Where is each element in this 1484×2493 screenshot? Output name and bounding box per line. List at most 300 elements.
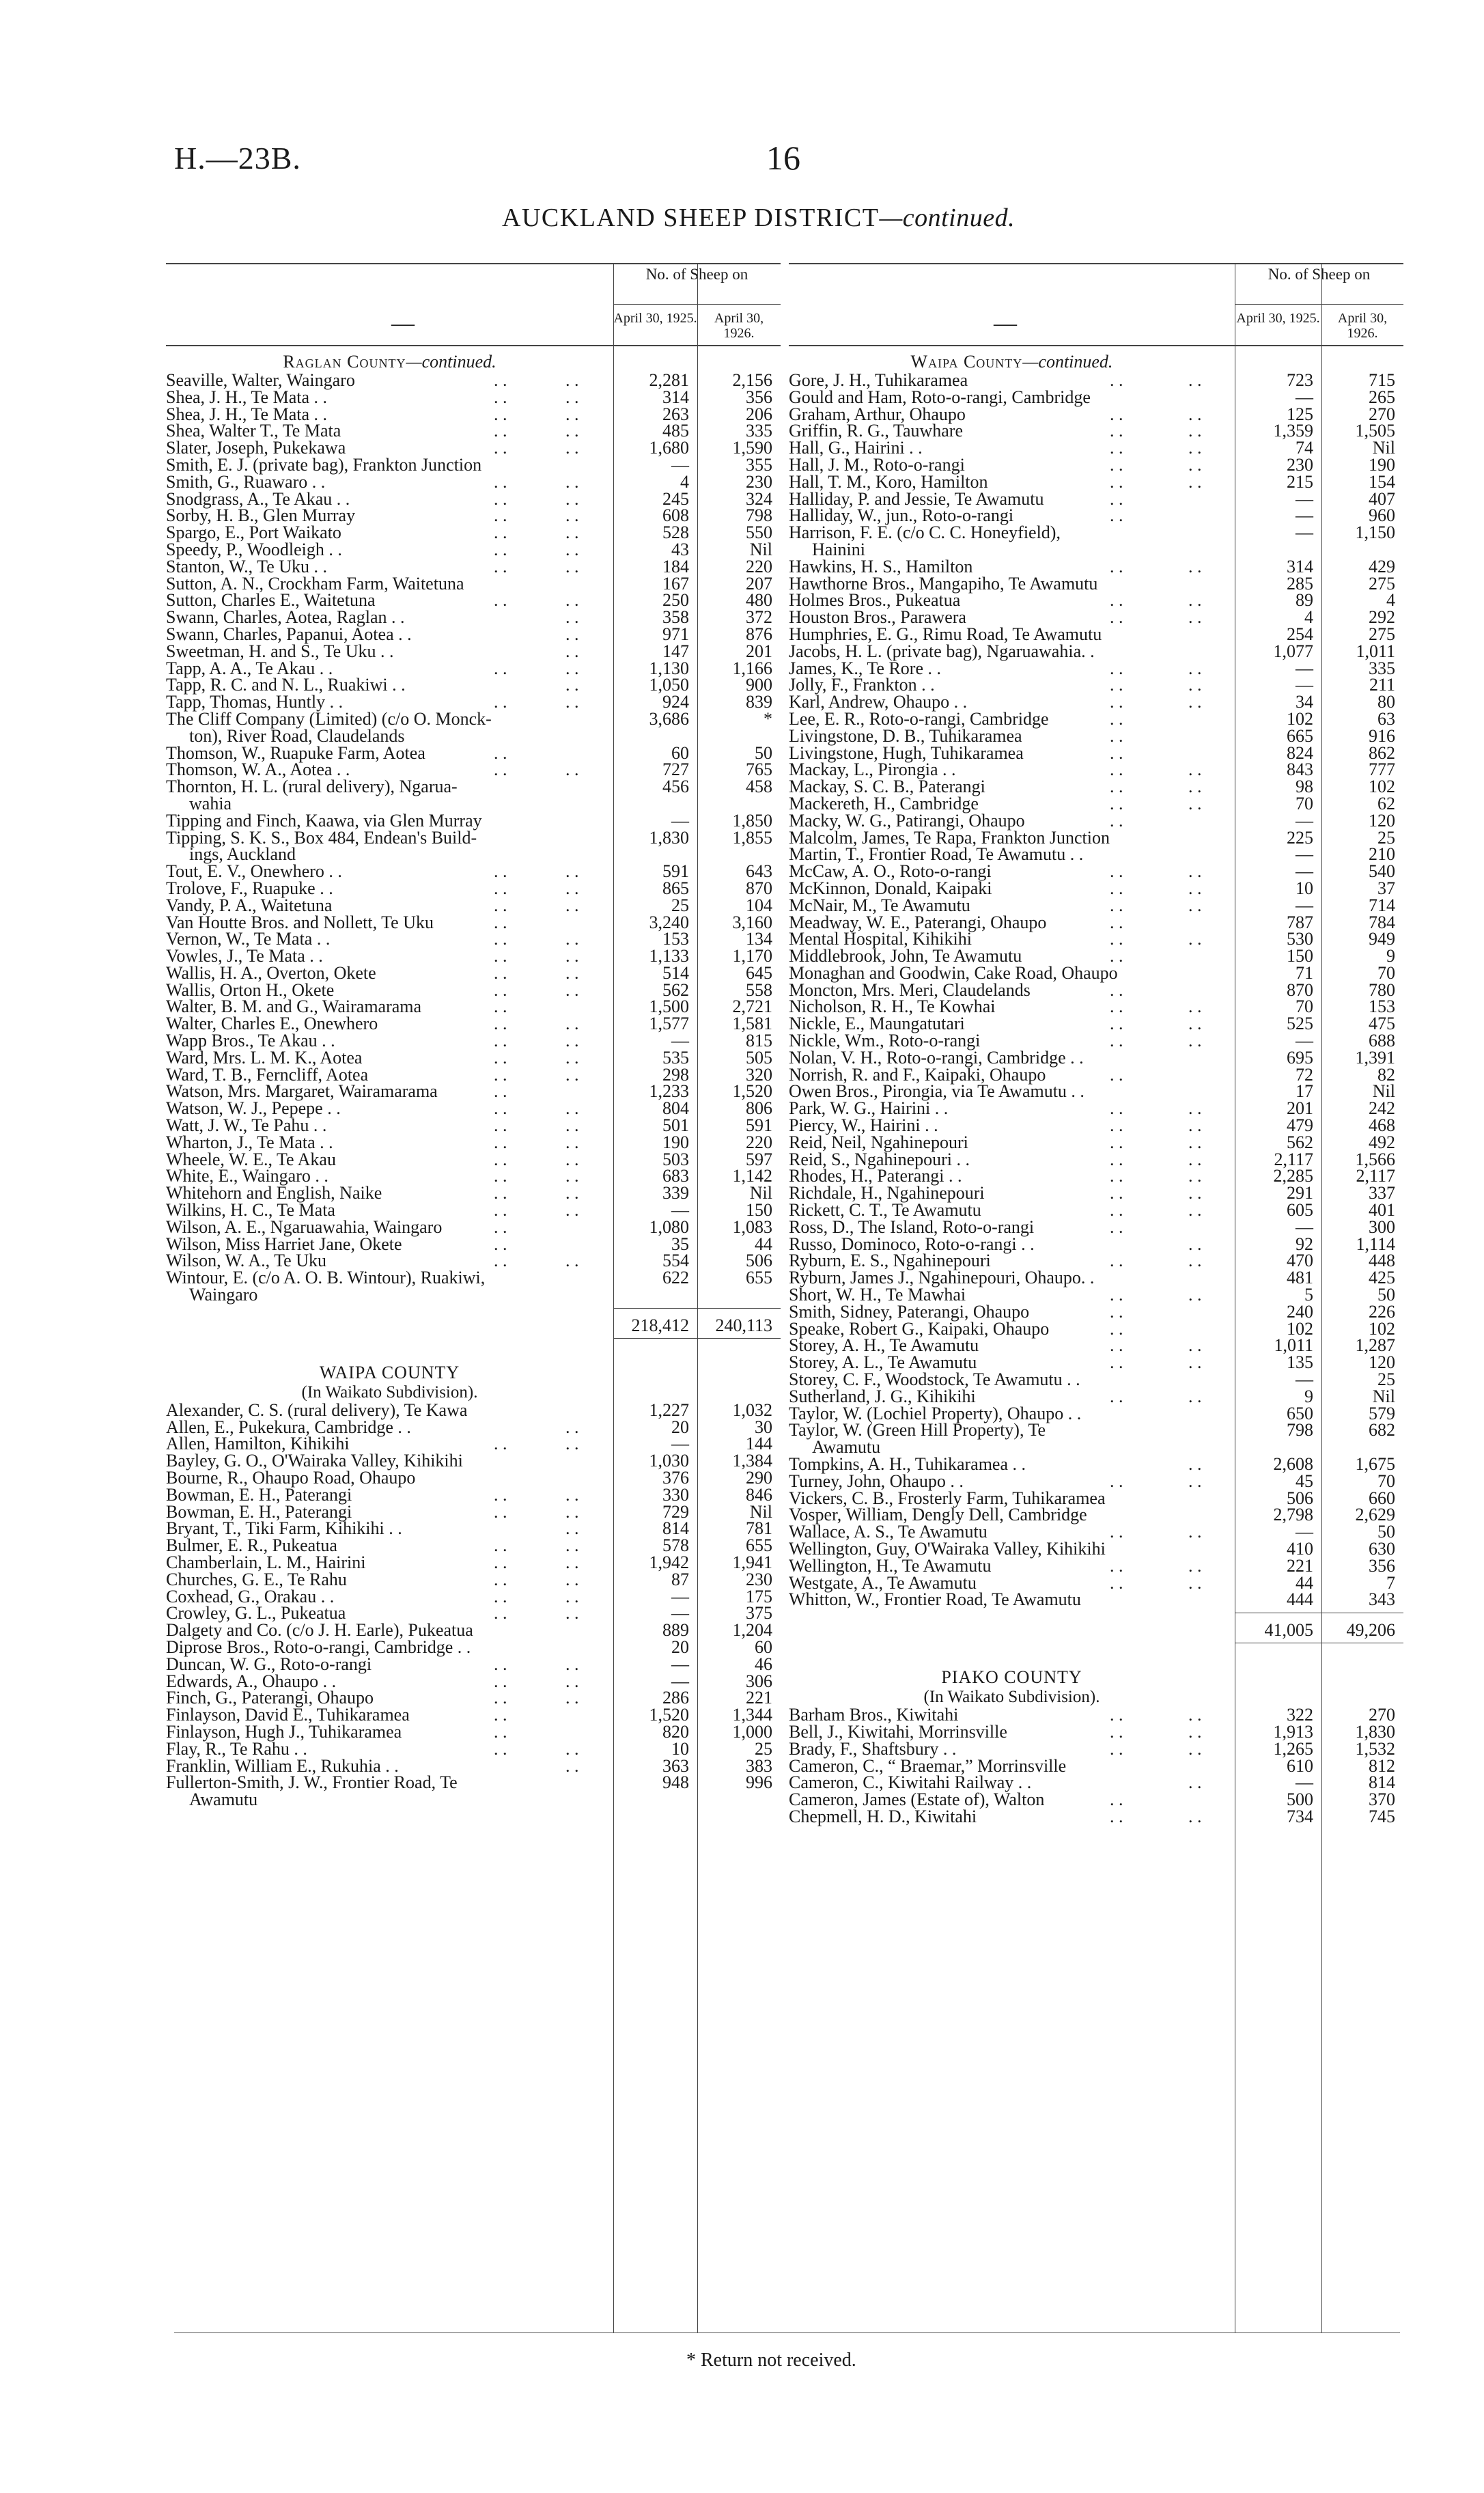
- sheep-1926: 1,581: [732, 1014, 772, 1034]
- sheep-1925: 167: [662, 573, 689, 594]
- table-row: [166, 1569, 781, 1589]
- leader-dots: . .: [1110, 607, 1123, 628]
- owner-name: Holmes Bros., Pukeatua: [789, 590, 961, 611]
- leader-dots: . .: [1188, 675, 1202, 695]
- leader-dots: . .: [494, 979, 507, 1000]
- leader-dots: . .: [1188, 878, 1202, 898]
- table-row-continuation: [166, 793, 781, 813]
- owner-name: Bourne, R., Ohaupo Road, Ohaupo: [166, 1468, 416, 1488]
- sheep-1926: 25: [755, 1738, 772, 1759]
- owner-name: Hawkins, H. S., Hamilton: [789, 556, 973, 576]
- leader-dots: . .: [1110, 946, 1123, 966]
- leader-dots: . .: [1110, 861, 1123, 882]
- owner-name: Nickle, E., Maungatutari: [789, 1014, 965, 1034]
- leader-dots: . .: [1110, 1149, 1123, 1169]
- sheep-1926: 25: [1377, 1369, 1395, 1390]
- sheep-1925: 578: [662, 1535, 689, 1556]
- leader-dots: . .: [494, 1434, 507, 1454]
- leader-dots: . .: [565, 1200, 579, 1221]
- leader-dots: . .: [1188, 471, 1202, 492]
- sheep-1926: 25: [1377, 827, 1395, 848]
- leader-dots: . .: [565, 539, 579, 559]
- leader-dots: . .: [565, 1755, 579, 1776]
- owner-name: wahia: [189, 793, 232, 813]
- table-row: [789, 1386, 1403, 1406]
- sheep-1925: 1,077: [1273, 641, 1313, 661]
- leader-dots: . .: [1110, 370, 1123, 390]
- sheep-1926: 50: [1377, 1285, 1395, 1305]
- sheep-1925: 135: [1287, 1352, 1313, 1373]
- leader-dots: . .: [1188, 421, 1202, 441]
- sheep-1925: —: [1296, 1772, 1313, 1793]
- sheep-1925: 562: [1287, 1132, 1313, 1152]
- leader-dots: . .: [1110, 1115, 1123, 1136]
- leader-dots: . .: [565, 1603, 579, 1624]
- section-heading-continued: [789, 352, 1235, 372]
- sheep-1926: 682: [1369, 1420, 1395, 1440]
- leader-dots: . .: [1110, 1132, 1123, 1152]
- table-row: [789, 1301, 1403, 1322]
- sheep-1925: 924: [662, 692, 689, 712]
- sheep-1926: 335: [746, 421, 772, 441]
- report-code: H.—23B.: [174, 141, 301, 176]
- sheep-1925: 1,913: [1273, 1721, 1313, 1742]
- sheep-1925: 528: [662, 523, 689, 543]
- leader-dots: . .: [1188, 760, 1202, 780]
- sheep-1925: 89: [1296, 590, 1313, 611]
- sheep-1925: 44: [1296, 1572, 1313, 1593]
- sheep-1926: 777: [1369, 760, 1395, 780]
- sheep-1925: —: [671, 1671, 689, 1691]
- owner-name: Ryburn, E. S., Ngahinepouri: [789, 1251, 991, 1271]
- owner-name: The Cliff Company (Limited) (c/o O. Monck-: [166, 708, 492, 729]
- total-1926: 240,113: [715, 1315, 772, 1335]
- owner-name: Ryburn, James J., Ngahinepouri, Ohaupo. .: [789, 1268, 1095, 1288]
- sheep-1925: 971: [662, 624, 689, 644]
- owner-name: Mackay, S. C. B., Paterangi: [789, 777, 985, 797]
- sheep-1926: Nil: [749, 539, 772, 559]
- header-top-rule: [789, 263, 1403, 264]
- footnote: * Return not received.: [686, 2350, 856, 2371]
- leader-dots: . .: [565, 1031, 579, 1051]
- owner-name: Finlayson, David E., Tuhikaramea: [166, 1705, 410, 1725]
- sheep-1926: 265: [1369, 387, 1395, 407]
- owner-name: Jolly, F., Frankton . .: [789, 675, 935, 695]
- sheep-1925: 5: [1304, 1285, 1313, 1305]
- leader-dots: . .: [1188, 1705, 1202, 1725]
- sheep-1925: 4: [680, 471, 689, 492]
- sheep-1925: —: [1296, 675, 1313, 695]
- owner-name: Nicholson, R. H., Te Kowhai: [789, 997, 996, 1017]
- sheep-1925: 535: [662, 1047, 689, 1068]
- leader-dots: . .: [1188, 1149, 1202, 1169]
- sheep-1925: —: [1296, 895, 1313, 915]
- owner-name: Finch, G., Paterangi, Ohaupo: [166, 1688, 374, 1708]
- leader-dots: . .: [494, 1484, 507, 1505]
- sheep-1926: Nil: [749, 1183, 772, 1203]
- sheep-1925: 1,233: [649, 1081, 689, 1102]
- sheep-1926: 579: [1369, 1403, 1395, 1423]
- table-row: [166, 643, 781, 660]
- sheep-1926: 660: [1369, 1488, 1395, 1508]
- sheep-1925: 824: [1287, 742, 1313, 763]
- sheep-1926: 2,156: [732, 370, 772, 390]
- owner-name: Ward, Mrs. L. M. K., Aotea: [166, 1047, 363, 1068]
- sheep-1926: 492: [1369, 1132, 1395, 1152]
- sheep-1925: —: [671, 1654, 689, 1674]
- owner-name: Allen, Hamilton, Kihikihi: [166, 1434, 350, 1454]
- leader-dots: . .: [494, 404, 507, 424]
- leader-dots: . .: [565, 979, 579, 1000]
- sheep-1926: 2,117: [1356, 1166, 1395, 1186]
- sheep-1926: 80: [1377, 692, 1395, 712]
- sheep-1925: 291: [1287, 1183, 1313, 1203]
- sheep-1926: 996: [746, 1772, 772, 1793]
- leader-dots: . .: [494, 1064, 507, 1085]
- sheep-1925: 35: [671, 1234, 689, 1254]
- leader-dots: . .: [494, 387, 507, 407]
- table-row: [789, 793, 1403, 813]
- header-top-rule: [166, 263, 781, 264]
- sheep-1925: 410: [1287, 1538, 1313, 1559]
- leader-dots: . .: [1110, 810, 1123, 831]
- sheep-1926: 425: [1369, 1268, 1395, 1288]
- header-no-of-sheep: No. of Sheep on: [645, 266, 748, 283]
- owner-name: Bowman, E. H., Paterangi: [166, 1484, 352, 1505]
- owner-name: Malcolm, James, Te Rapa, Frankton Junction: [789, 827, 1110, 848]
- table-row-continuation: [166, 1789, 781, 1810]
- sheep-1926: 1,170: [732, 946, 772, 966]
- leader-dots: . .: [1188, 777, 1202, 797]
- leader-dots: . .: [494, 1501, 507, 1522]
- sheep-1925: —: [671, 1200, 689, 1221]
- header-no-of-sheep: No. of Sheep on: [1268, 266, 1371, 283]
- sheep-1925: 263: [662, 404, 689, 424]
- sheep-1926: 558: [746, 979, 772, 1000]
- leader-dots: . .: [494, 523, 507, 543]
- owner-name: Reid, Neil, Ngahinepouri: [789, 1132, 968, 1152]
- county-name: Waipa County: [910, 352, 1023, 372]
- leader-dots: . .: [1188, 404, 1202, 424]
- owner-name: Tompkins, A. H., Tuhikaramea . .: [789, 1454, 1026, 1474]
- right-column: [789, 263, 1403, 1826]
- header-bottom-rule: [166, 345, 781, 346]
- leader-dots: . .: [565, 556, 579, 576]
- table-row-continuation: [166, 1287, 781, 1304]
- sheep-1926: 324: [746, 488, 772, 509]
- owner-name: Hall, T. M., Koro, Hamilton: [789, 471, 988, 492]
- leader-dots: . .: [1188, 1471, 1202, 1491]
- sheep-1926: 226: [1369, 1301, 1395, 1322]
- table-row: [166, 1774, 781, 1792]
- sheep-1926: 211: [1369, 675, 1395, 695]
- owner-name: Hainini: [812, 539, 865, 559]
- owner-name: Turney, John, Ohaupo . .: [789, 1471, 964, 1491]
- sheep-1926: 242: [1369, 1098, 1395, 1119]
- table-row: [789, 1134, 1403, 1152]
- leader-dots: . .: [1110, 1301, 1123, 1322]
- leader-dots: . .: [494, 1688, 507, 1708]
- leader-dots: . .: [1188, 590, 1202, 611]
- leader-dots: . .: [565, 488, 579, 509]
- owner-name: Edwards, A., Ohaupo . .: [166, 1671, 337, 1691]
- sheep-1926: Nil: [1372, 1081, 1395, 1102]
- sheep-1925: 1,500: [649, 997, 689, 1017]
- leader-dots: . .: [565, 1569, 579, 1589]
- section-heading-continued: [166, 352, 613, 372]
- table-row: [166, 962, 781, 983]
- owner-name: Van Houtte Bros. and Nollett, Te Uku: [166, 912, 434, 932]
- county-subdivision: (In Waikato Subdivision).: [923, 1688, 1100, 1707]
- leader-dots: . .: [565, 1014, 579, 1034]
- sheep-1926: 1,287: [1355, 1335, 1395, 1356]
- leader-dots: . .: [494, 895, 507, 915]
- leader-dots: . .: [1110, 1166, 1123, 1186]
- sheep-1926: 220: [746, 556, 772, 576]
- leader-dots: . .: [565, 929, 579, 949]
- right-table-body: [789, 352, 1403, 1826]
- sheep-1925: —: [1296, 1031, 1313, 1051]
- leader-dots: . .: [1110, 997, 1123, 1017]
- leader-dots: . .: [1110, 1200, 1123, 1221]
- sheep-1925: 72: [1296, 1064, 1313, 1085]
- sheep-1925: 190: [662, 1132, 689, 1152]
- owner-name: Wallace, A. S., Te Awamutu: [789, 1522, 988, 1542]
- leader-dots: . .: [1188, 1200, 1202, 1221]
- owner-name: Wellington, Guy, O'Wairaka Valley, Kihikihi: [789, 1538, 1106, 1559]
- sheep-1926: 46: [755, 1654, 772, 1674]
- table-row: [166, 1738, 781, 1759]
- table-row: [166, 1134, 781, 1152]
- leader-dots: . .: [494, 556, 507, 576]
- sheep-1926: 175: [746, 1586, 772, 1606]
- leader-dots: . .: [494, 1586, 507, 1606]
- leader-dots: . .: [494, 1166, 507, 1186]
- owner-name: Chamberlain, L. M., Hairini: [166, 1552, 366, 1572]
- leader-dots: . .: [1110, 929, 1123, 949]
- leader-dots: . .: [1110, 1471, 1123, 1491]
- owner-name: Sweetman, H. and S., Te Uku . .: [166, 641, 394, 661]
- owner-name: Swann, Charles, Aotea, Raglan . .: [166, 607, 405, 628]
- owner-name: Richdale, H., Ngahinepouri: [789, 1183, 985, 1203]
- sheep-1926: 1,384: [732, 1451, 772, 1471]
- sheep-1925: 2,608: [1273, 1454, 1313, 1474]
- leader-dots: . .: [565, 895, 579, 915]
- leader-dots: . .: [565, 946, 579, 966]
- owner-name: Martin, T., Frontier Road, Te Awamutu . .: [789, 844, 1084, 865]
- leader-dots: . .: [565, 471, 579, 492]
- owner-name: Watt, J. W., Te Pahu . .: [166, 1115, 327, 1136]
- sheep-1926: 120: [1369, 810, 1395, 831]
- owner-name: Storey, C. F., Woodstock, Te Awamutu . .: [789, 1369, 1080, 1390]
- sheep-1926: 50: [755, 742, 772, 763]
- sheep-1926: 153: [1369, 997, 1395, 1017]
- sheep-1925: 45: [1296, 1471, 1313, 1491]
- owner-name: Hall, G., Hairini . .: [789, 438, 923, 458]
- leader-dots: . .: [1110, 1572, 1123, 1593]
- table-row: [789, 1738, 1403, 1759]
- owner-name: Macky, W. G., Patirangi, Ohaupo: [789, 810, 1025, 831]
- table-row: [166, 1484, 781, 1505]
- owner-name: Sutherland, J. G., Kihikihi: [789, 1386, 976, 1406]
- sheep-1925: —: [1296, 523, 1313, 543]
- sheep-1925: —: [1296, 1522, 1313, 1542]
- leader-dots: . .: [494, 488, 507, 509]
- sheep-1926: 1,505: [1355, 421, 1395, 441]
- sheep-1926: 1,941: [732, 1552, 772, 1572]
- leader-dots: . .: [494, 1552, 507, 1572]
- leader-dots: . .: [1188, 1555, 1202, 1576]
- owner-name: Thomson, W. A., Aotea . .: [166, 760, 350, 780]
- sheep-1925: 1,577: [649, 1014, 689, 1034]
- sheep-1925: 286: [662, 1688, 689, 1708]
- leader-dots: . .: [1110, 438, 1123, 458]
- sheep-1925: —: [1296, 505, 1313, 526]
- leader-dots: . .: [1188, 692, 1202, 712]
- sheep-1925: 254: [1287, 624, 1313, 644]
- sheep-1926: 591: [746, 1115, 772, 1136]
- owner-name: Tipping and Finch, Kaawa, via Glen Murray: [166, 810, 482, 831]
- continued-label: —continued.: [1022, 352, 1113, 372]
- sheep-1926: 230: [746, 471, 772, 492]
- sheep-1925: 20: [671, 1417, 689, 1437]
- sheep-1926: 540: [1369, 861, 1395, 882]
- sheep-1925: 525: [1287, 1014, 1313, 1034]
- owner-name: Churches, G. E., Te Rahu: [166, 1569, 347, 1589]
- owner-name: Cameron, C., Kiwitahi Railway . .: [789, 1772, 1032, 1793]
- sheep-1926: 949: [1369, 929, 1395, 949]
- sheep-1925: 9: [1304, 1386, 1313, 1406]
- sheep-1926: 120: [1369, 1352, 1395, 1373]
- sheep-1926: 468: [1369, 1115, 1395, 1136]
- sheep-1926: 475: [1369, 1014, 1395, 1034]
- leader-dots: . .: [494, 1671, 507, 1691]
- table-row: [789, 525, 1403, 542]
- sheep-1926: 320: [746, 1064, 772, 1085]
- sheep-1925: 250: [662, 590, 689, 611]
- leader-dots: . .: [494, 1115, 507, 1136]
- sheep-1925: 798: [1287, 1420, 1313, 1440]
- owner-name: Vickers, C. B., Frosterly Farm, Tuhikaramea: [789, 1488, 1106, 1508]
- leader-dots: . .: [1110, 590, 1123, 611]
- owner-name: Karl, Andrew, Ohaupo . .: [789, 692, 968, 712]
- leader-dots: . .: [565, 1501, 579, 1522]
- table-row: [166, 897, 781, 915]
- sheep-1925: 514: [662, 962, 689, 983]
- sheep-1925: 125: [1287, 404, 1313, 424]
- sheep-1925: 501: [662, 1115, 689, 1136]
- title-continued: —continued.: [879, 204, 1016, 232]
- leader-dots: . .: [565, 387, 579, 407]
- sheep-1926: 870: [746, 878, 772, 898]
- sheep-1925: 683: [662, 1166, 689, 1186]
- sheep-1926: 780: [1369, 979, 1395, 1000]
- sheep-1925: 500: [1287, 1789, 1313, 1810]
- leader-dots: . .: [494, 1705, 507, 1725]
- owner-name: Waingaro: [189, 1285, 258, 1305]
- leader-dots: . .: [565, 590, 579, 611]
- leader-dots: . .: [1110, 505, 1123, 526]
- owner-name: Wilson, W. A., Te Uku: [166, 1251, 327, 1271]
- owner-name: Thomson, W., Ruapuke Farm, Aotea: [166, 742, 425, 763]
- sheep-1925: 215: [1287, 471, 1313, 492]
- sheep-1925: 245: [662, 488, 689, 509]
- owner-name: Whitton, W., Frontier Road, Te Awamutu: [789, 1589, 1081, 1610]
- sheep-1926: 210: [1369, 844, 1395, 865]
- sheep-1926: 370: [1369, 1789, 1395, 1810]
- sheep-1926: 270: [1369, 1705, 1395, 1725]
- table-row: [789, 643, 1403, 660]
- owner-name: Ross, D., The Island, Roto-o-rangi: [789, 1216, 1035, 1237]
- sheep-1925: 1,265: [1273, 1738, 1313, 1759]
- sheep-1926: 839: [746, 692, 772, 712]
- table-row: [789, 1473, 1403, 1490]
- sheep-1925: 70: [1296, 997, 1313, 1017]
- leader-dots: . .: [1110, 1705, 1123, 1725]
- sheep-1925: 147: [662, 641, 689, 661]
- leader-dots: . .: [565, 624, 579, 644]
- owner-name: Storey, A. L., Te Awamutu: [789, 1352, 977, 1373]
- leader-dots: . .: [1188, 1386, 1202, 1406]
- leader-dots: . .: [1110, 658, 1123, 678]
- sheep-1925: 804: [662, 1098, 689, 1119]
- owner-name: Humphries, E. G., Rimu Road, Te Awamutu: [789, 624, 1102, 644]
- leader-dots: . .: [565, 641, 579, 661]
- leader-dots: . .: [1188, 1772, 1202, 1793]
- owner-name: Park, W. G., Hairini . .: [789, 1098, 949, 1119]
- sheep-1926: 765: [746, 760, 772, 780]
- leader-dots: . .: [494, 1721, 507, 1742]
- sheep-1926: Nil: [1372, 1386, 1395, 1406]
- owner-name: Seaville, Walter, Waingaro: [166, 370, 355, 390]
- sheep-1925: 71: [1296, 962, 1313, 983]
- sheep-1925: 330: [662, 1484, 689, 1505]
- leader-dots: . .: [565, 1671, 579, 1691]
- sheep-1925: 481: [1287, 1268, 1313, 1288]
- sheep-1926: 102: [1369, 1318, 1395, 1339]
- leader-dots: . .: [494, 912, 507, 932]
- owner-name: Rhodes, H., Paterangi . .: [789, 1166, 962, 1186]
- header-col-1926: April 30, 1926.: [714, 311, 764, 341]
- sheep-1925: 358: [662, 607, 689, 628]
- sheep-1926: 1,150: [1355, 523, 1395, 543]
- leader-dots: . .: [565, 505, 579, 526]
- sheep-1925: 695: [1287, 1047, 1313, 1068]
- table-row: [789, 810, 1403, 831]
- leader-dots: . .: [1110, 1522, 1123, 1542]
- owner-name: Bell, J., Kiwitahi, Morrinsville: [789, 1721, 1007, 1742]
- leader-dots: . .: [494, 1738, 507, 1759]
- sheep-1926: 1,083: [732, 1216, 772, 1237]
- sheep-1926: 4: [1386, 590, 1395, 611]
- leader-dots: . .: [1110, 404, 1123, 424]
- table-row: [789, 1047, 1403, 1068]
- sheep-1925: 20: [671, 1637, 689, 1657]
- leader-dots: . .: [494, 760, 507, 780]
- sheep-1925: 201: [1287, 1098, 1313, 1119]
- owner-name: Fullerton-Smith, J. W., Frontier Road, Te: [166, 1772, 458, 1793]
- owner-name: Smith, E. J. (private bag), Frankton Junction: [166, 454, 482, 475]
- sheep-1925: 479: [1287, 1115, 1313, 1136]
- page-title: [502, 203, 1015, 233]
- sheep-1925: 4: [1304, 607, 1313, 628]
- leader-dots: . .: [1110, 1318, 1123, 1339]
- sheep-1926: 1,000: [732, 1721, 772, 1742]
- sheep-1926: 550: [746, 523, 772, 543]
- sheep-1926: 815: [746, 1031, 772, 1051]
- sheep-1926: 102: [1369, 777, 1395, 797]
- sheep-1926: 230: [746, 1569, 772, 1589]
